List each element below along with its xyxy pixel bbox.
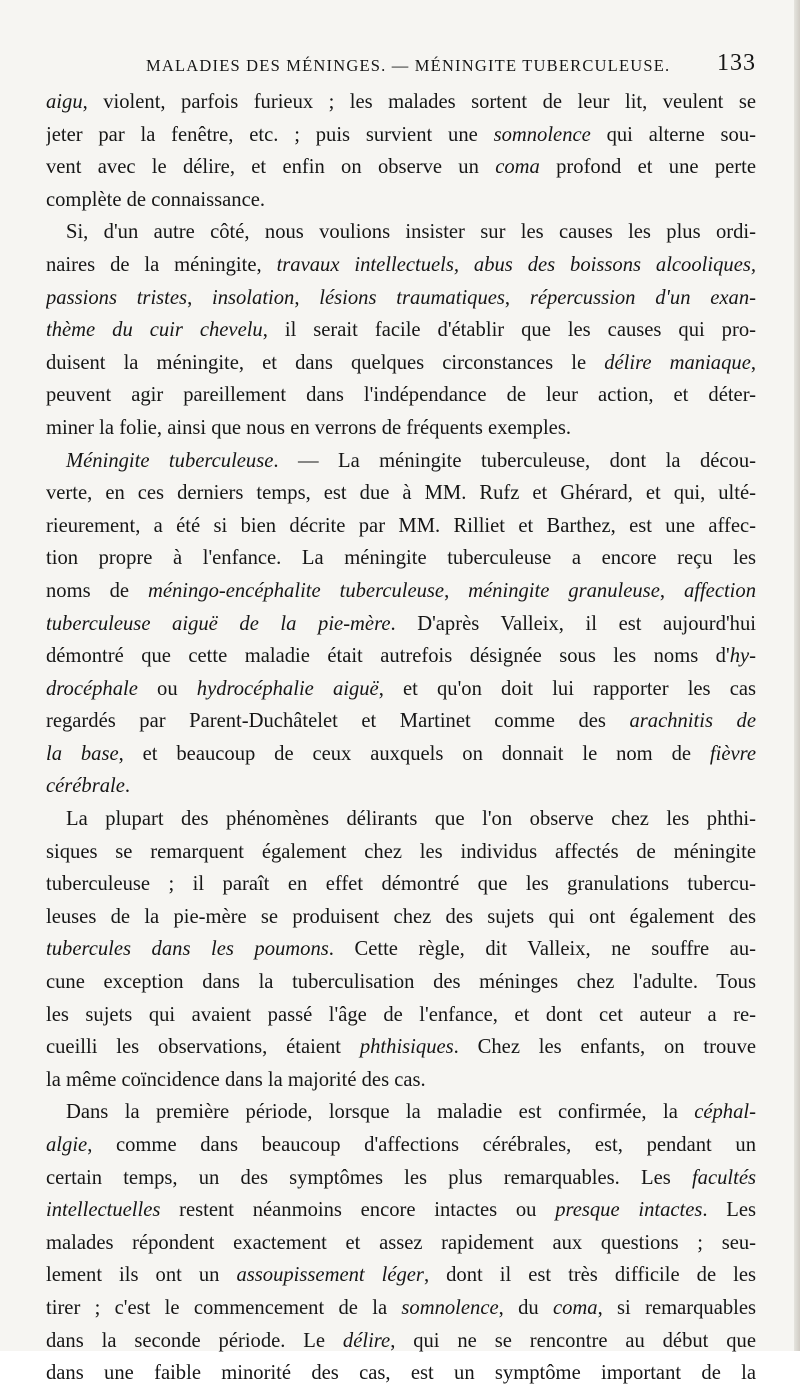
running-title: MALADIES DES MÉNINGES. — MÉNINGITE TUBERCULEUSE.	[146, 56, 671, 75]
text-run: cune exception dans la tuberculisation des méninges chez l'adulte. Tous	[46, 971, 756, 994]
text-run: . D'après Valleix, il est aujourd'hui	[390, 612, 756, 635]
italic-text: thème du cuir chevelu	[46, 319, 263, 342]
text-line	[46, 803, 756, 836]
text-run: , dont il est très difficile de les	[423, 1264, 756, 1287]
text-run: tirer ; c'est le commencement de la	[46, 1296, 402, 1319]
italic-text: algie	[46, 1134, 88, 1156]
text-run: vent avec le délire, et enfin on observe un	[46, 156, 496, 179]
body-text	[46, 86, 756, 1390]
text-line	[46, 510, 756, 543]
text-run: ,	[659, 579, 684, 602]
text-run: restent néanmoins encore intactes ou	[160, 1199, 556, 1222]
text-line	[46, 673, 756, 706]
text-run: ou	[137, 677, 197, 700]
text-line	[46, 1096, 756, 1129]
page-number: 133	[717, 50, 756, 76]
text-line	[46, 119, 756, 152]
text-run: . Chez les enfants, on trouve	[453, 1036, 756, 1059]
text-line	[46, 542, 756, 575]
text-line	[46, 1162, 756, 1195]
italic-text: tuberculeuse aiguë de la pie-mère	[46, 612, 391, 635]
italic-text: répercussion d'un exan-	[529, 286, 756, 309]
text-line	[46, 282, 756, 315]
italic-text: cérébrale	[46, 775, 125, 798]
text-line	[46, 1064, 756, 1097]
italic-text: céphal-	[694, 1101, 756, 1124]
text-line	[46, 999, 756, 1032]
text-line	[46, 184, 756, 217]
text-run: . Cette règle, dit Valleix, ne souffre au-	[328, 938, 756, 961]
text-run: , violent, parfois furieux ; les malades sortent de leur lit, veulent se	[82, 91, 756, 113]
text-run: tuberculeuse ; il paraît en effet démontré que les granulations tubercu-	[46, 873, 756, 896]
text-line	[46, 1259, 756, 1292]
text-run: La plupart des phénomènes délirants que l'on observe chez les phthi-	[66, 808, 756, 831]
text-run: verte, en ces derniers temps, est due à MM. Rufz et Ghérard, et qui, ulté-	[46, 482, 756, 505]
italic-text: somnolence	[401, 1296, 499, 1319]
italic-text: phthisiques	[359, 1036, 454, 1059]
text-run: , et qu'on doit lui rapporter les cas	[378, 677, 756, 700]
text-run: malades répondent exactement et assez rapidement aux questions ; seu-	[46, 1231, 756, 1254]
italic-text: fièvre	[709, 742, 756, 765]
italic-text: délire	[342, 1329, 391, 1352]
text-run: .	[124, 775, 131, 798]
text-line	[46, 933, 756, 966]
text-run: qui alterne sou-	[590, 123, 756, 146]
text-run: , qui ne se rencontre au début que	[390, 1329, 756, 1352]
italic-text: Méningite tuberculeuse	[66, 449, 274, 472]
text-run: , et beaucoup de ceux auxquels on donnait le nom de	[118, 742, 710, 765]
italic-text: aigu	[46, 91, 83, 113]
text-line	[46, 1194, 756, 1227]
paragraph	[46, 803, 756, 1096]
italic-text: facultés	[691, 1166, 756, 1189]
italic-text: assoupissement léger	[236, 1264, 424, 1287]
text-line	[46, 966, 756, 999]
page-edge	[794, 0, 800, 1351]
text-run: certain temps, un des symptômes les plus remarquables. Les	[46, 1166, 692, 1189]
text-run: , si remarquables	[597, 1296, 756, 1319]
paragraph	[46, 216, 756, 444]
text-run: . — La méningite tuberculeuse, dont la décou-	[273, 449, 756, 472]
text-run: , du	[498, 1296, 553, 1319]
text-run: . Les	[702, 1199, 756, 1222]
text-line	[46, 314, 756, 347]
text-run: dans la seconde période. Le	[46, 1329, 343, 1352]
text-run: rieurement, a été si bien décrite par MM. Rilliet et Barthez, est une affec-	[46, 514, 756, 537]
text-line	[46, 379, 756, 412]
text-run: duisent la méningite, et dans quelques circonstances le	[46, 351, 605, 374]
text-run: ,	[504, 286, 530, 309]
text-line	[46, 705, 756, 738]
text-run: , il serait facile d'établir que les causes qui pro-	[262, 319, 756, 342]
text-line	[46, 1031, 756, 1064]
text-run: jeter par la fenêtre, etc. ; puis survient une	[46, 123, 494, 146]
text-run: profond et une perte	[539, 156, 756, 179]
text-run: cueilli les observations, étaient	[46, 1036, 360, 1059]
italic-text: coma	[495, 156, 540, 179]
text-run: ,	[444, 579, 469, 602]
italic-text: hy-	[729, 645, 756, 668]
text-run: ,	[294, 286, 320, 309]
text-run: démontré que cette maladie était autrefois désignée sous les noms d'	[46, 645, 730, 668]
text-run: lement ils ont un	[46, 1264, 237, 1287]
italic-text: tubercules dans les poumons	[46, 938, 329, 961]
text-run: regardés par Parent-Duchâtelet et Martinet comme des	[46, 710, 630, 733]
italic-text: passions tristes	[46, 286, 188, 309]
text-run: complète de connaissance.	[46, 188, 265, 211]
italic-text: drocéphale	[46, 677, 138, 700]
text-line	[46, 445, 756, 478]
italic-text: méningite granuleuse	[468, 579, 660, 602]
text-line	[46, 347, 756, 380]
text-line	[46, 412, 756, 445]
text-line	[46, 1129, 756, 1162]
text-line	[46, 86, 756, 119]
text-run: la même coïncidence dans la majorité des cas.	[46, 1068, 426, 1091]
text-line	[46, 901, 756, 934]
text-run: miner la folie, ainsi que nous en verrons de fréquents exemples.	[46, 416, 571, 439]
italic-text: intellectuelles	[46, 1199, 161, 1222]
text-run: , comme dans beaucoup d'affections cérébrales, est, pendant un	[87, 1134, 756, 1156]
italic-text: la base	[46, 742, 119, 765]
text-line	[46, 608, 756, 641]
paragraph	[46, 445, 756, 804]
text-run: naires de la méningite,	[46, 253, 277, 276]
italic-text: affection	[683, 579, 756, 602]
text-line	[46, 575, 756, 608]
text-run: siques se remarquent également chez les individus affectés de méningite	[46, 840, 756, 863]
text-line	[46, 1357, 756, 1390]
text-run: tion propre à l'enfance. La méningite tuberculeuse a encore reçu les	[46, 547, 756, 570]
text-run: dans une faible minorité des cas, est un symptôme important de la	[46, 1362, 756, 1385]
italic-text: méningo-encéphalite tuberculeuse	[147, 579, 445, 602]
text-line	[46, 836, 756, 869]
text-run: peuvent agir pareillement dans l'indépendance de leur action, et déter-	[46, 384, 756, 407]
italic-text: arachnitis de	[629, 710, 756, 733]
text-line	[46, 1292, 756, 1325]
text-line	[46, 216, 756, 249]
italic-text: hydrocéphalie aiguë	[196, 677, 379, 700]
text-run: leuses de la pie-mère se produisent chez des sujets qui ont également des	[46, 905, 756, 928]
italic-text: lésions traumatiques	[319, 286, 505, 309]
text-run: les sujets qui avaient passé l'âge de l'enfance, et dont cet auteur a re-	[46, 1003, 756, 1026]
text-run: noms de	[46, 579, 148, 602]
text-run: Si, d'un autre côté, nous voulions insister sur les causes les plus ordi-	[66, 221, 756, 244]
text-line	[46, 477, 756, 510]
text-line	[46, 868, 756, 901]
text-run: Dans la première période, lorsque la maladie est confirmée, la	[66, 1101, 695, 1124]
text-line	[46, 1227, 756, 1260]
italic-text: délire maniaque	[604, 351, 751, 374]
text-line	[46, 738, 756, 771]
italic-text: insolation	[211, 286, 295, 309]
italic-text: travaux intellectuels, abus des boissons alcooliques,	[276, 253, 756, 276]
text-line	[46, 1325, 756, 1358]
paragraph	[46, 1096, 756, 1389]
paragraph	[46, 86, 756, 216]
text-run: ,	[750, 351, 756, 374]
text-run: ,	[187, 286, 212, 309]
italic-text: coma	[552, 1296, 598, 1319]
italic-text: somnolence	[493, 123, 591, 146]
page-header	[46, 46, 756, 82]
text-line	[46, 640, 756, 673]
text-line	[46, 249, 756, 282]
text-line	[46, 151, 756, 184]
italic-text: presque intactes	[555, 1199, 703, 1222]
text-line	[46, 770, 756, 803]
